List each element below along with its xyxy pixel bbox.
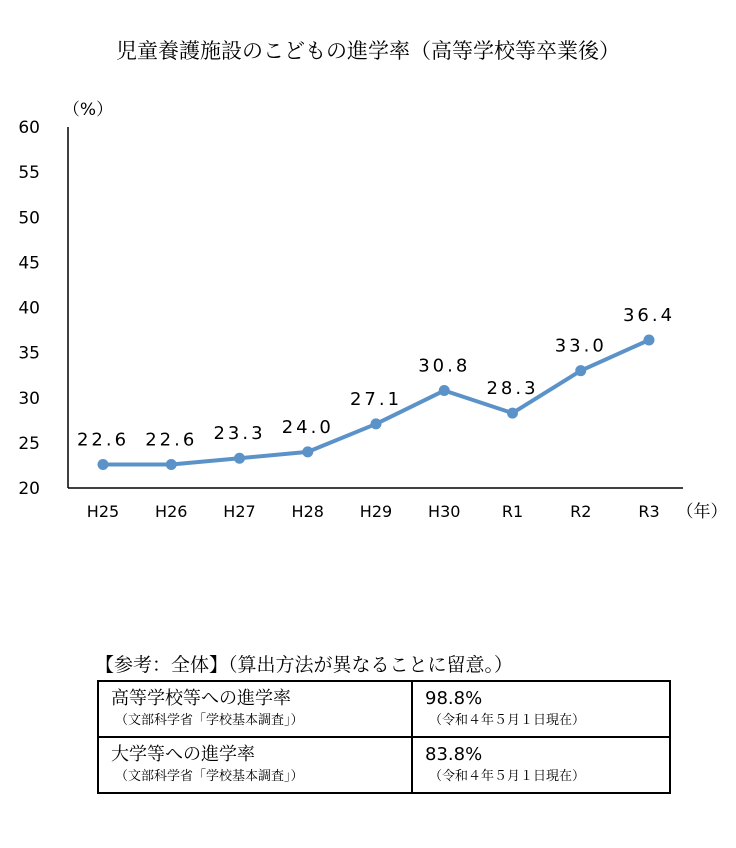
- data-label: 30.8: [418, 355, 471, 377]
- x-tick-label: H28: [291, 502, 324, 521]
- data-label: 28.3: [486, 378, 539, 400]
- rate-date: （令和４年５月１日現在）: [429, 713, 586, 728]
- y-tick-label: 55: [18, 163, 40, 184]
- x-tick-label: H29: [359, 502, 393, 521]
- data-label: 33.0: [554, 335, 607, 357]
- y-tick-label: 40: [18, 298, 40, 319]
- rate-source: （文部科学省「学校基本調査」）: [115, 713, 304, 728]
- row-label-cell: [98, 681, 412, 737]
- rate-label: 大学等への進学率: [111, 744, 255, 765]
- rate-value: 83.8%: [425, 744, 483, 765]
- x-tick-label: R1: [501, 502, 524, 521]
- x-tick-label: H27: [223, 502, 256, 521]
- data-point: [98, 459, 109, 470]
- data-point: [234, 453, 245, 464]
- x-tick-label: H25: [86, 502, 120, 521]
- y-tick-label: 30: [18, 388, 40, 409]
- reference-table: [97, 680, 671, 794]
- x-tick-label: R3: [638, 502, 660, 521]
- y-tick-label: 25: [18, 433, 40, 454]
- x-tick-label: R2: [570, 502, 592, 521]
- table-row: [98, 737, 670, 793]
- data-point: [439, 385, 450, 396]
- data-label: 22.6: [76, 429, 130, 451]
- data-point: [302, 446, 313, 457]
- data-point: [371, 418, 382, 429]
- data-point: [166, 459, 177, 470]
- reference-title: 【参考：全体】（算出方法が異なることに留意。）: [95, 654, 514, 676]
- data-point: [575, 365, 586, 376]
- row-value-cell: [412, 737, 670, 793]
- rate-source: （文部科学省「学校基本調査」）: [115, 769, 304, 784]
- row-label-cell: [98, 737, 412, 793]
- y-tick-label: 20: [18, 479, 40, 499]
- x-tick-label: H30: [428, 502, 461, 521]
- data-point: [507, 408, 518, 419]
- data-label: 23.3: [213, 423, 266, 445]
- row-value-cell: [412, 681, 670, 737]
- data-label: 27.1: [349, 388, 403, 410]
- rate-value: 98.8%: [425, 688, 483, 709]
- rate-label: 高等学校等への進学率: [111, 688, 291, 709]
- table-row: [98, 681, 670, 737]
- data-label: 24.0: [281, 416, 334, 438]
- y-tick-label: 45: [18, 253, 40, 274]
- data-label: 36.4: [622, 304, 676, 326]
- data-label: 22.6: [145, 429, 198, 451]
- data-point: [644, 334, 655, 345]
- x-tick-label: H26: [155, 502, 188, 521]
- x-axis-unit-label: （年）: [676, 502, 728, 522]
- rate-date: （令和４年５月１日現在）: [429, 769, 586, 784]
- y-tick-label: 60: [18, 118, 40, 138]
- y-axis-unit-label: （%）: [62, 100, 114, 120]
- chart-title: 児童養護施設のこどもの進学率（高等学校等卒業後）: [116, 39, 620, 63]
- y-tick-label: 50: [18, 208, 40, 229]
- y-tick-label: 35: [18, 343, 40, 364]
